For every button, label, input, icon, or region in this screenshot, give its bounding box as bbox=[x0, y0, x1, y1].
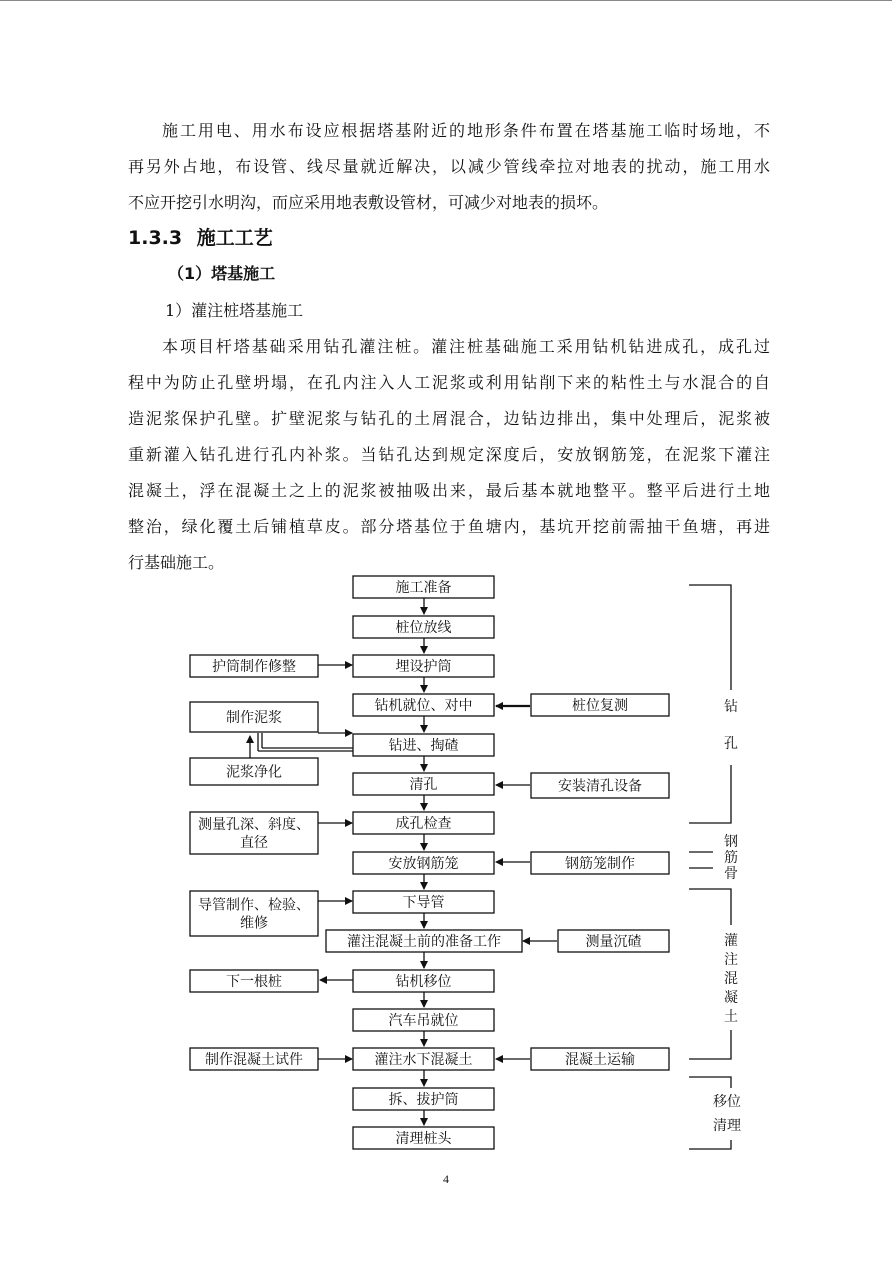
main-step-label: 清理桩头 bbox=[395, 1131, 452, 1147]
next-pile-label: 下一根桩 bbox=[226, 974, 282, 990]
main-step-label: 钻进、掏碴 bbox=[388, 738, 459, 754]
phase-rebar-label: 筋 bbox=[724, 850, 738, 866]
paragraph-line: 重新灌入钻孔进行孔内补浆。当钻孔达到规定深度后，安放钢筋笼，在泥浆下灌注 bbox=[128, 445, 770, 464]
casing-prep-label: 护筒制作修整 bbox=[212, 659, 296, 675]
paragraph-line: 再另外占地，布设管、线尽量就近解决，以减少管线牵拉对地表的扰动，施工用水 bbox=[128, 157, 770, 176]
main-step-label: 成孔检查 bbox=[395, 816, 452, 832]
main-step-label: 下导管 bbox=[402, 895, 445, 911]
main-step-label: 拆、拔护筒 bbox=[388, 1092, 459, 1108]
paragraph-line: 本项目杆塔基础采用钻孔灌注桩。灌注桩基础施工采用钻机钻进成孔，成孔过 bbox=[162, 337, 770, 356]
subsection-heading: （1）塔基施工 bbox=[168, 264, 276, 283]
paragraph-line: 行基础施工。 bbox=[128, 553, 225, 572]
main-step-label: 钻机就位、对中 bbox=[374, 698, 473, 714]
phase-drilling-label: 钻 bbox=[724, 699, 738, 715]
cage-make-label: 钢筋笼制作 bbox=[565, 856, 635, 872]
paragraph-line: 程中为防止孔壁坍塌，在孔内注入人工泥浆或利用钻削下来的粘性土与水混合的自 bbox=[128, 373, 770, 392]
main-step-label: 埋设护筒 bbox=[395, 659, 452, 675]
pipe-prep-label: 维修 bbox=[240, 915, 268, 932]
test-piece-label: 制作混凝土试件 bbox=[205, 1052, 303, 1068]
phase-rebar-label: 钢 bbox=[724, 834, 738, 850]
main-step-label: 汽车吊就位 bbox=[388, 1013, 459, 1029]
flowchart-boxes bbox=[190, 576, 741, 1149]
phase-pouring-label: 混 bbox=[724, 971, 738, 987]
phase-relocate-label: 清理 bbox=[713, 1118, 741, 1134]
main-step-label: 桩位放线 bbox=[395, 620, 452, 636]
main-step-label: 钻机移位 bbox=[395, 974, 452, 990]
subsubsection-heading: 1）灌注桩塔基施工 bbox=[165, 301, 304, 320]
section-title: 施工工艺 bbox=[196, 227, 273, 249]
main-step-label: 灌注水下混凝土 bbox=[374, 1052, 473, 1068]
paragraph-line: 施工用电、用水布设应根据塔基附近的地形条件布置在塔基施工临时场地，不 bbox=[162, 121, 770, 140]
make-mud-label: 制作泥浆 bbox=[226, 710, 282, 726]
paragraph-line: 造泥浆保护孔壁。扩壁泥浆与钻孔的土屑混合，边钻边排出，集中处理后，泥浆被 bbox=[128, 409, 770, 428]
phase-rebar-label: 骨 bbox=[724, 866, 738, 882]
paragraph-line: 整治，绿化覆土后铺植草皮。部分塔基位于鱼塘内，基坑开挖前需抽干鱼塘，再进 bbox=[128, 517, 770, 536]
concrete-transport-label: 混凝土运输 bbox=[565, 1052, 635, 1068]
main-step-label: 施工准备 bbox=[395, 580, 452, 596]
phase-pouring-label: 凝 bbox=[724, 990, 738, 1006]
pipe-prep-label: 导管制作、检验、 bbox=[198, 897, 310, 914]
phase-relocate-label: 移位 bbox=[713, 1094, 741, 1110]
measure-hole-label: 测量孔深、斜度、 bbox=[198, 817, 310, 833]
main-step-label: 灌注混凝土前的准备工作 bbox=[347, 934, 501, 950]
paragraph-line: 混凝土，浮在混凝土之上的泥浆被抽吸出来，最后基本就地整平。整平后进行土地 bbox=[128, 481, 770, 500]
recheck-label: 桩位复测 bbox=[572, 698, 628, 714]
phase-pouring-label: 灌 bbox=[724, 933, 738, 949]
phase-pouring-label: 土 bbox=[724, 1009, 738, 1025]
purify-mud-label: 泥浆净化 bbox=[226, 764, 282, 781]
measure-hole-label: 直径 bbox=[240, 835, 268, 851]
install-clean-label: 安装清孔设备 bbox=[558, 778, 642, 795]
main-step-label: 安放钢筋笼 bbox=[388, 856, 459, 872]
page-number: 4 bbox=[443, 1172, 449, 1186]
section-number: 1.3.3 bbox=[128, 227, 183, 249]
measure-sediment-label: 测量沉碴 bbox=[585, 934, 642, 950]
paragraph-line: 不应开挖引水明沟，而应采用地表敷设管材，可减少对地表的损坏。 bbox=[128, 193, 609, 212]
main-step-label: 清孔 bbox=[409, 777, 438, 793]
phase-drilling-label: 孔 bbox=[724, 736, 738, 752]
phase-pouring-label: 注 bbox=[724, 952, 738, 968]
